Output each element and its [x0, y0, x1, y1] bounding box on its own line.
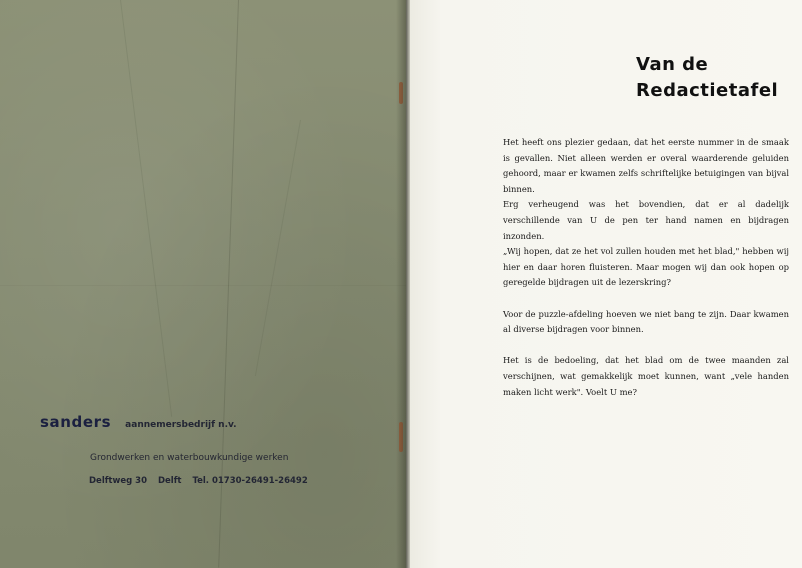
- ad-brand-name: sanders: [40, 413, 112, 431]
- editorial-body: [503, 135, 789, 400]
- ad-services: Grondwerken en waterbouwkundige werken: [90, 453, 289, 463]
- paper-crease: [120, 0, 172, 417]
- ad-phone: Tel. 01730-26491-26492: [192, 476, 308, 486]
- sanders-advertisement: [40, 413, 340, 486]
- paper-crease: [0, 285, 406, 286]
- editorial-paragraph: Het heeft ons plezier gedaan, dat het eerste nummer in de smaak is gevallen. Niet alleen werden er overal waarderende geluiden gehoord, maar er kwamen zelfs schriftelijke betuigingen van bijval binnen.: [503, 137, 789, 194]
- ad-city: Delft: [157, 476, 182, 486]
- editorial-page: [410, 0, 802, 568]
- ad-address-line: [89, 476, 340, 486]
- paper-crease: [255, 120, 301, 376]
- editorial-paragraph: Het is de bedoeling, dat het blad om de twee maanden zal verschijnen, wat gemakkelijk moet kunnen, want „vele handen maken licht werk". Voelt U me?: [503, 355, 789, 397]
- editorial-paragraph: Erg verheugend was het bovendien, dat er al dadelijk verschillende van U de pen ter hand namen en bijdragen inzonden.: [503, 199, 789, 241]
- ad-company-type: aannemersbedrijf n.v.: [125, 420, 237, 430]
- ad-street: Delftweg 30: [89, 476, 147, 486]
- spine-shadow: [396, 0, 406, 568]
- page-title: [636, 52, 796, 104]
- page-title-line-2: Redactietafel: [636, 80, 779, 101]
- ad-brand-line: [40, 413, 340, 431]
- editorial-paragraph: „Wij hopen, dat ze het vol zullen houden met het blad," hebben wij hier en daar horen fluisteren. Maar mogen wij dan ook hopen op geregelde bijdragen uit de lezerskring?: [503, 246, 789, 288]
- editorial-paragraph: Voor de puzzle-afdeling hoeven we niet bang te zijn. Daar kwamen al diverse bijdragen voor binnen.: [503, 308, 789, 335]
- page-title-line-1: Van de: [636, 54, 709, 75]
